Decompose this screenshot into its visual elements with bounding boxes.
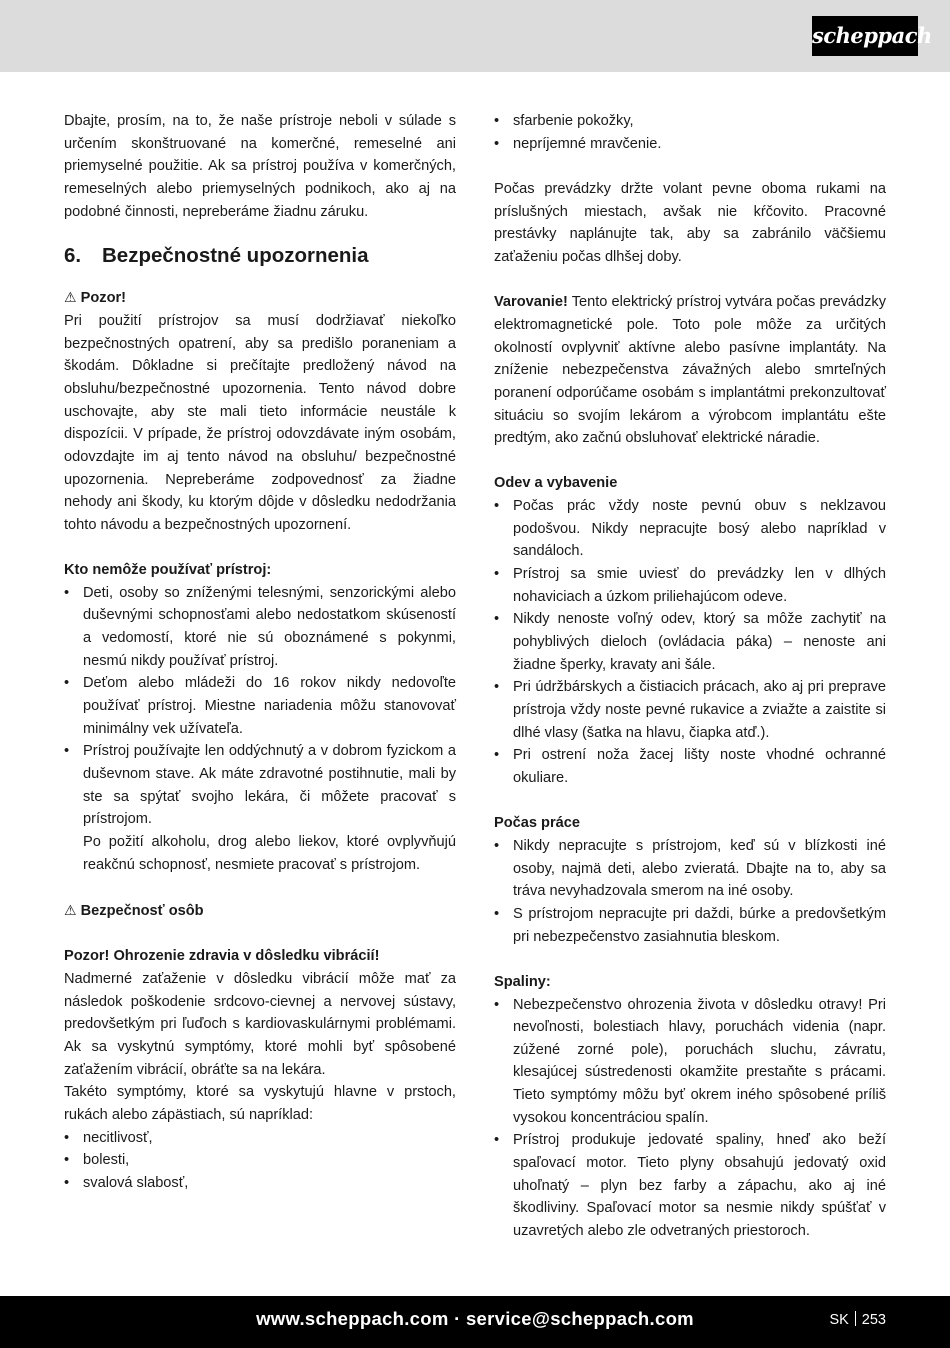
list-item: • Prístroj používajte len oddýchnutý a v dobrom fyzickom a duševnom stave. Ak máte zdravotné postihnutie, mali by ste sa spýtať svojho lekára, či môžete pracovať s prístrojom. bbox=[64, 740, 456, 831]
left-column bbox=[64, 110, 456, 1194]
clothing-list bbox=[494, 495, 886, 790]
list-item: • Prístroj sa smie uviesť do prevádzky len v dlhých nohaviciach a úzkom priliehajúcom odeve. bbox=[494, 563, 886, 608]
section-heading bbox=[64, 223, 456, 286]
section-number: 6. bbox=[64, 244, 82, 268]
list-item: • S prístrojom nepracujte pri daždi, búrke a predovšetkým pri nebezpečenstvo zasiahnutia bleskom. bbox=[494, 903, 886, 948]
list-item: • sfarbenie pokožky, bbox=[494, 110, 886, 133]
list-item: • Deti, osoby so zníženými telesnými, senzorickými alebo duševnými schopnosťami alebo nedostatkom skúseností a vedomostí, ktoré nie sú oboznámené s pokynmi, nesmú nikdy používať prístroj. bbox=[64, 582, 456, 673]
footer-band bbox=[0, 1296, 950, 1348]
list-item: • Počas prác vždy noste pevnú obuv s neklzavou podošvou. Nikdy nepracujte bosý alebo napríklad v sandáloch. bbox=[494, 495, 886, 563]
warning-triangle-icon: ⚠ bbox=[64, 289, 77, 306]
attention-label: Pozor! bbox=[80, 290, 127, 307]
list-item: • Pri údržbárskych a čistiacich prácach, ako aj pri preprave prístroja vždy noste pevné rukavice a zviažte a zaistite si dlhé vlasy (šatka na hlavu, čiapka atď.). bbox=[494, 676, 886, 744]
section-title: Bezpečnostné upozornenia bbox=[102, 244, 369, 268]
scheppach-logo: scheppach bbox=[812, 16, 918, 56]
intro-paragraph: Dbajte, prosím, na to, že naše prístroje neboli v súlade s určením skonštruované na komerčné, remeselné ani priemyselné použitie. Ak sa prístroj používa v komerčných, remeselných alebo priemyselných podnikoch, ako aj na podobné činnosti, nepreberáme žiadnu záruku. bbox=[64, 113, 456, 220]
attention-text: Pri použití prístrojov sa musí dodržiavať niekoľko bezpečnostných opatrení, aby sa predišlo poraneniam a škodám. Dôkladne si prečítajte predložený návod na obsluhu/bezpečnostné upozornenia. Tento návod dobre uschovajte, aby ste mali tieto informácie neustále k dispozícii. V prípade, že prístroj odovzdávate iným osobám, odovzdajte im aj tento návod na obsluhu/ bezpečnostné upozornenia. Nepreberáme zodpovednosť za žiadne nehody ani škody, ku ktorým dôjde v dôsledku nedodržania tohto návodu a bezpečnostných upozornení. bbox=[64, 312, 456, 533]
language-code: SK bbox=[829, 1312, 849, 1328]
right-column bbox=[494, 110, 886, 1243]
personal-safety-heading bbox=[64, 899, 456, 923]
symptoms-list-right bbox=[494, 110, 886, 155]
who-heading: Kto nemôže používať prístroj: bbox=[64, 562, 272, 579]
operation-text: Počas prevádzky držte volant pevne oboma rukami na príslušných miestach, avšak nie kŕčovito. Pracovné prestávky naplánujte tak, aby sa zabránilo väčšiemu zaťaženiu počas dlhšej doby. bbox=[494, 180, 886, 265]
list-item: • Nebezpečenstvo ohrozenia života v dôsledku otravy! Pri nevoľnosti, bolestiach hlavy, poruchách videnia (napr. zúžené zorné pole), poruchách sluchu, závratu, klesajúcej sústredenosti okamžite prestaňte s prácami. Tieto symptómy môžu byť okrem iného spôsobené príliš vysokou koncentráciou spalín. bbox=[494, 994, 886, 1130]
list-item-continuation: Po požití alkoholu, drog alebo liekov, ktoré ovplyvňujú reakčnú schopnosť, nesmiete pracovať s prístrojom. bbox=[83, 834, 456, 873]
personal-safety-label: Bezpečnosť osôb bbox=[80, 902, 204, 919]
list-item: • svalová slabosť, bbox=[64, 1172, 456, 1195]
vibration-text: Nadmerné zaťaženie v dôsledku vibrácií môže mať za následok poškodenie srdcovo-cievnej a nervovej sústavy, predovšetkým pri ľuďoch s kardiovaskulárnymi problémami. Ak sa vyskytnú symptómy, ktoré mohli byť spôsobené zaťažením vibrácií, obráťte sa na lekára. bbox=[64, 970, 456, 1078]
attention-heading bbox=[64, 286, 456, 310]
list-item: • Prístroj produkuje jedovaté spaliny, hneď ako beží spaľovací motor. Tieto plyny obsahujú jedovatý oxid uhoľnatý – plyn bez farby a zápachu, ako aj iné škodliviny. Spaľovací motor sa nesmie nikdy spúšťať v uzavretých alebo zle odvetraných priestoroch. bbox=[494, 1129, 886, 1242]
emf-warning bbox=[494, 291, 886, 450]
who-list bbox=[64, 582, 456, 877]
list-item: • Deťom alebo mládeži do 16 rokov nikdy nedovoľte používať prístroj. Miestne nariadenia môžu stanovovať minimálny vek užívateľa. bbox=[64, 672, 456, 740]
separator bbox=[855, 1311, 856, 1326]
warning-text: Tento elektrický prístroj vytvára počas prevádzky elektromagnetické pole. Toto pole môže za určitých okolností ovplyvniť aktívne alebo pasívne implantáty. Na zníženie nebezpečenstva závažných alebo smrteľných poranení odporúčame osobám s implantátmi prekonzultovať situáciu so svojím lekárom a výrobcom implantátu ešte predtým, ako začnú obsluhovať elektrické náradie. bbox=[494, 294, 886, 447]
exhaust-heading: Spaliny: bbox=[494, 973, 551, 990]
list-item: • bolesti, bbox=[64, 1149, 456, 1172]
warning-triangle-icon: ⚠ bbox=[64, 901, 77, 918]
footer-page-info bbox=[829, 1311, 886, 1328]
list-item: • Nikdy nenoste voľný odev, ktorý sa môže zachytiť na pohyblivých dieloch (ovládacia páka) – nenoste ani žiadne šperky, kravaty ani šále. bbox=[494, 608, 886, 676]
list-item: • Pri ostrení noža žacej lišty noste vhodné ochranné okuliare. bbox=[494, 744, 886, 789]
list-item: • Nikdy nepracujte s prístrojom, keď sú v blízkosti iné osoby, najmä deti, alebo zvieratá. Dbajte na to, aby sa tráva nevyhadzovala smerom na iné osoby. bbox=[494, 835, 886, 903]
list-item: • nepríjemné mravčenie. bbox=[494, 133, 886, 156]
page-number: 253 bbox=[861, 1312, 886, 1328]
work-heading: Počas práce bbox=[494, 815, 580, 832]
symptoms-list-left bbox=[64, 1127, 456, 1195]
warning-label: Varovanie! bbox=[494, 294, 568, 311]
vibration-heading: Pozor! Ohrozenie zdravia v dôsledku vibrácií! bbox=[64, 948, 380, 965]
footer-contact: www.scheppach.com · service@scheppach.com bbox=[256, 1308, 694, 1329]
header-band bbox=[0, 0, 950, 72]
work-list bbox=[494, 835, 886, 948]
list-item: • necitlivosť, bbox=[64, 1127, 456, 1150]
exhaust-list bbox=[494, 994, 886, 1243]
symptoms-intro: Takéto symptómy, ktoré sa vyskytujú hlavne v prstoch, rukách alebo zápästiach, sú napríklad: bbox=[64, 1084, 456, 1123]
clothing-heading: Odev a vybavenie bbox=[494, 475, 618, 492]
